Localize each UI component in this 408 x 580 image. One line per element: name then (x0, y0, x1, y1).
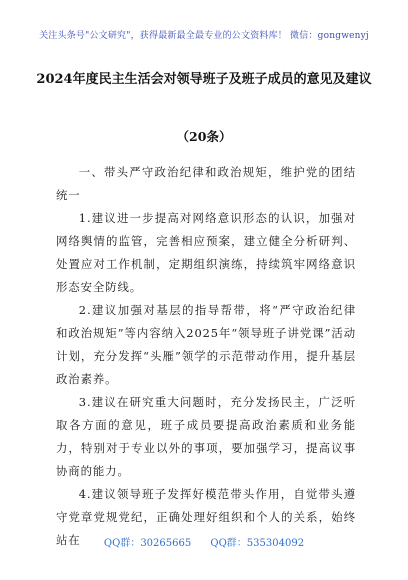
document-title: 2024年度民主生活会对领导班子及班子成员的意见及建议 (36, 72, 372, 87)
paragraph-4: 4.建议领导班子发挥好模范带头作用，自觉带头遵守党章党规党纪，正确处理好组织和个人的关系，始终站在 (56, 487, 356, 547)
paragraph-2: 2.建议加强对基层的指导帮带，将“严守政治纪律和政治规矩”等内容纳入2025年“领导班子讲党课”活动计划，充分发挥“头雁”领学的示范带动作用，提升基层政治素养。 (56, 303, 356, 386)
footer-qq-group-2: QQ群：535304092 (210, 538, 305, 549)
header-note: 关注头条号"公文研究"，获得最新最全最专业的公文资料库！ 微信：gongwenyj (39, 31, 369, 41)
document-body (56, 161, 356, 552)
document-subtitle: （20条） (176, 129, 232, 144)
footer-qq-group-1: QQ群：30265665 (103, 538, 192, 549)
footer (0, 534, 408, 549)
paragraph-1: 1.建议进一步提高对网络意识形态的认识，加强对网络舆情的监管，完善相应预案，建立健全分析研判、处置应对工作机制，定期组织演练，持续筑牢网络意识形态安全防线。 (56, 211, 356, 294)
paragraph-3: 3.建议在研究重大问题时，充分发扬民主，广泛听取各方面的意见，班子成员要提高政治素质和业务能力，特别对于专业以外的事项，要加强学习，提高议事协商的能力。 (56, 395, 356, 478)
section-heading: 一、带头严守政治纪律和政治规矩，维护党的团结统一 (56, 165, 356, 202)
